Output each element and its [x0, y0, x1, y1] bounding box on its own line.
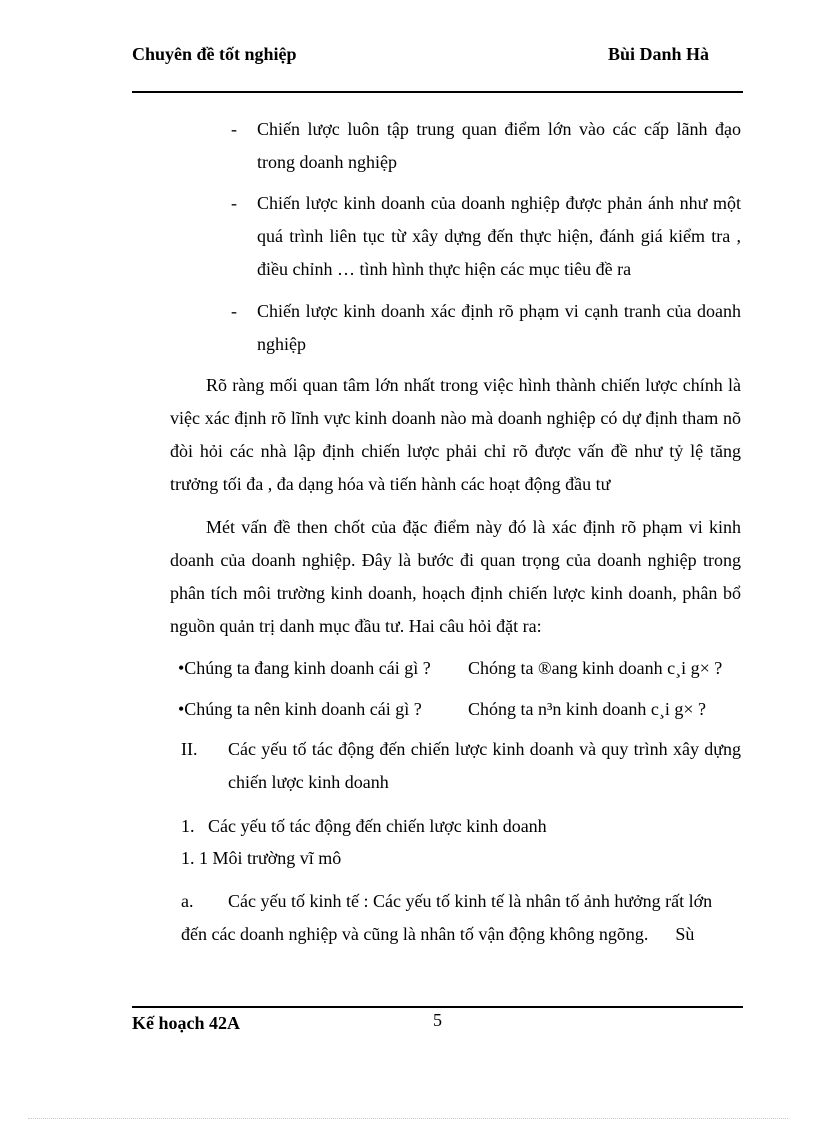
paragraph: Mét vấn đề then chốt của đặc điểm này đó là xác định rõ phạm vi kinh doanh của doanh nghiệp. Đây là bước đi quan trọng của doanh nghiệp trong phân tích môi trường kinh doanh, hoạch định chiến lược kinh doanh, phân bổ nguồn quản trị danh mục đầu tư. Hai câu hỏi đặt ra:: [170, 517, 741, 636]
question-garbled-text: Chóng ta ®ang kinh doanh c¸i g× ?: [468, 658, 723, 678]
question-text: •Chúng ta đang kinh doanh cái gì ?: [178, 658, 431, 678]
header-author: Bùi Danh Hà: [608, 44, 710, 64]
bullet-marker: -: [231, 301, 237, 321]
footer-label: Kế hoạch 42A: [132, 1013, 240, 1033]
page-edge-dotted-line: [28, 1118, 788, 1119]
subsubsection-heading: 1. 1 Môi trường vĩ mô: [181, 848, 342, 868]
question-text: •Chúng ta nên kinh doanh cái gì ?: [178, 699, 422, 719]
bullet-text: Chiến lược kinh doanh xác định rõ phạm vi cạnh tranh của doanh nghiệp: [257, 301, 741, 354]
bullet-text: Chiến lược kinh doanh của doanh nghiệp được phản ánh như một quá trình liên tục từ xây dựng đến thực hiện, đánh giá kiểm tra , điều chỉnh … tình hình thực hiện các mục tiêu đề ra: [257, 193, 741, 279]
page-number: 5: [433, 1010, 442, 1030]
item-label: a.: [181, 891, 194, 911]
subsection-heading: 1. Các yếu tố tác động đến chiến lược kinh doanh: [181, 816, 547, 836]
footer-rule: [132, 1006, 743, 1008]
section-number: II.: [181, 739, 198, 759]
item-text: Các yếu tố kinh tế : Các yếu tố kinh tế là nhân tố ảnh hưởng rất lớn: [228, 891, 713, 911]
item-continuation: đến các doanh nghiệp và cũng là nhân tố vận động không ngõng. Sù: [181, 924, 695, 944]
bullet-text: Chiến lược luôn tập trung quan điểm lớn vào các cấp lãnh đạo trong doanh nghiệp: [257, 119, 741, 172]
bullet-marker: -: [231, 119, 237, 139]
question-garbled-text: Chóng ta n³n kinh doanh c¸i g× ?: [468, 699, 707, 719]
paragraph: Rõ ràng mối quan tâm lớn nhất trong việc hình thành chiến lược chính là việc xác định rõ lĩnh vực kinh doanh nào mà doanh nghiệp có dự định tham nõ đòi hỏi các nhà lập định chiến lược phải chỉ rõ được vấn đề như tỷ lệ tăng trưởng tối đa , đa dạng hóa và tiến hành các hoạt động đầu tư: [170, 375, 741, 494]
header-rule: [132, 91, 743, 93]
section-title: Các yếu tố tác động đến chiến lược kinh doanh và quy trình xây dựng chiến lược kinh doanh: [228, 739, 741, 792]
bullet-marker: -: [231, 193, 237, 213]
header-title: Chuyên đề tốt nghiệp: [132, 44, 297, 64]
